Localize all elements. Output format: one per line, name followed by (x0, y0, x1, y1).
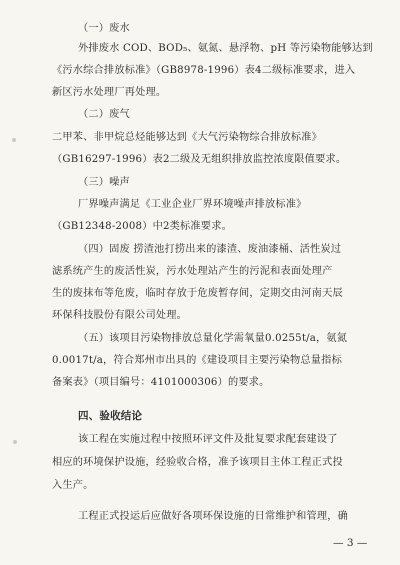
scan-speck (12, 138, 16, 142)
body-line: 入生产。 (52, 480, 94, 491)
body-line: 滤系统产生的废活性炭，污水处理站产生的污泥和表面处理产 (52, 266, 333, 277)
body-line: 相应的环境保护设施，经验收合格，准予该项目主体工程正式投 (52, 457, 343, 468)
section-total-emission-line: （五）该项目污染物排放总量化学需氧量0.0255t/a，氨氮 (78, 333, 348, 344)
body-line: 新区污水处理厂再处理。 (52, 87, 167, 98)
body-line: （GB12348-2008）中2类标准要求。 (52, 221, 232, 232)
scan-speck (13, 440, 17, 444)
section-wastewater-heading: （一）废水 (78, 23, 130, 34)
body-line: 备案表》（项目编号：4101000306）的要求。 (52, 377, 270, 388)
body-line: 工程正式投运后应做好各项环保设施的日常维护和管理，确 (78, 511, 349, 522)
section-noise-heading: （三）噪声 (78, 177, 130, 188)
body-line: 生的废抹布等危废，临时存放于危废暂存间，定期交由河南天辰 (52, 288, 343, 299)
body-line: 二甲苯、非甲烷总烃能够达到《大气污染物综合排放标准》 (52, 132, 323, 143)
page-number: — 3 — (333, 537, 368, 549)
acceptance-conclusion-heading: 四、验收结论 (78, 410, 143, 422)
section-solid-waste-line: （四）固废 捞渣池打捞出来的漆渣、废油漆桶、活性炭过 (78, 244, 342, 255)
body-line: 0.0017t/a，符合郑州市出具的《建设项目主要污染物总量指标 (52, 355, 342, 366)
section-exhaust-heading: （二）废气 (78, 109, 130, 120)
body-line: 厂界噪声满足《工业企业厂界环境噪声排放标准》 (78, 199, 307, 210)
body-line: 环保科技股份有限公司处理。 (52, 310, 188, 321)
body-line: 外排废水 COD、BOD₅、氨氮、悬浮物、pH 等污染物能够达到 (78, 43, 373, 54)
body-line: （GB16297-1996）表2二级及无组织排放监控浓度限值要求。 (52, 154, 347, 165)
body-line: 《污水综合排放标准》（GB8978-1996）表4二级标准要求，进入 (52, 65, 356, 76)
body-line: 该工程在实施过程中按照环评文件及批复要求配套建设了 (78, 434, 338, 445)
